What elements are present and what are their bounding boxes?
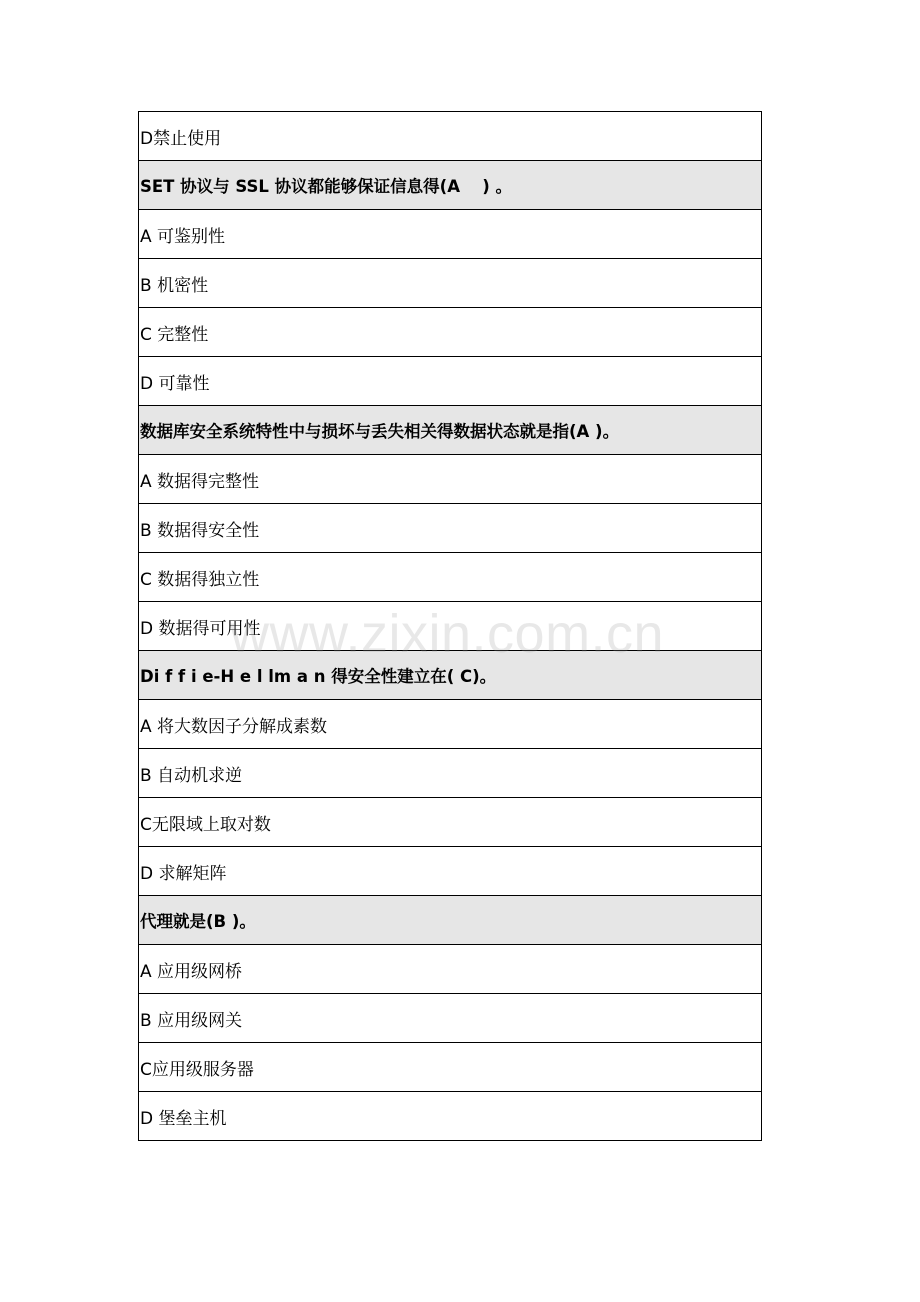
table-row — [139, 112, 762, 161]
option-cell: B 数据得安全性 — [139, 504, 762, 553]
table-row — [139, 945, 762, 994]
option-cell: B 应用级网关 — [139, 994, 762, 1043]
option-cell: C无限域上取对数 — [139, 798, 762, 847]
table-row — [139, 553, 762, 602]
option-cell: D禁止使用 — [139, 112, 762, 161]
option-cell: C应用级服务器 — [139, 1043, 762, 1092]
table-row — [139, 602, 762, 651]
option-cell: D 可靠性 — [139, 357, 762, 406]
table-row — [139, 161, 762, 210]
option-cell: B 自动机求逆 — [139, 749, 762, 798]
option-cell: C 数据得独立性 — [139, 553, 762, 602]
table-row — [139, 455, 762, 504]
table-row — [139, 700, 762, 749]
table-row — [139, 896, 762, 945]
question-table — [138, 111, 762, 1141]
question-cell: 代理就是(B )。 — [139, 896, 762, 945]
table-row — [139, 406, 762, 455]
option-cell: D 求解矩阵 — [139, 847, 762, 896]
table-row — [139, 749, 762, 798]
table-row — [139, 1092, 762, 1141]
table-row — [139, 847, 762, 896]
table-row — [139, 798, 762, 847]
table-row — [139, 357, 762, 406]
table-row — [139, 259, 762, 308]
option-cell: C 完整性 — [139, 308, 762, 357]
option-cell: A 将大数因子分解成素数 — [139, 700, 762, 749]
table-row — [139, 1043, 762, 1092]
option-cell: A 可鉴别性 — [139, 210, 762, 259]
option-cell: B 机密性 — [139, 259, 762, 308]
table-row — [139, 504, 762, 553]
question-cell: SET 协议与 SSL 协议都能够保证信息得(A ) 。 — [139, 161, 762, 210]
table-row — [139, 308, 762, 357]
option-cell: A 应用级网桥 — [139, 945, 762, 994]
option-cell: D 数据得可用性 — [139, 602, 762, 651]
option-cell: D 堡垒主机 — [139, 1092, 762, 1141]
watermark: www.zixin.com.cn — [230, 604, 665, 664]
option-cell: A 数据得完整性 — [139, 455, 762, 504]
table-row — [139, 651, 762, 700]
table-row — [139, 994, 762, 1043]
question-cell: Di f f i e-H e l lm a n 得安全性建立在( C)。 — [139, 651, 762, 700]
table-row — [139, 210, 762, 259]
question-cell: 数据库安全系统特性中与损坏与丢失相关得数据状态就是指(A )。 — [139, 406, 762, 455]
